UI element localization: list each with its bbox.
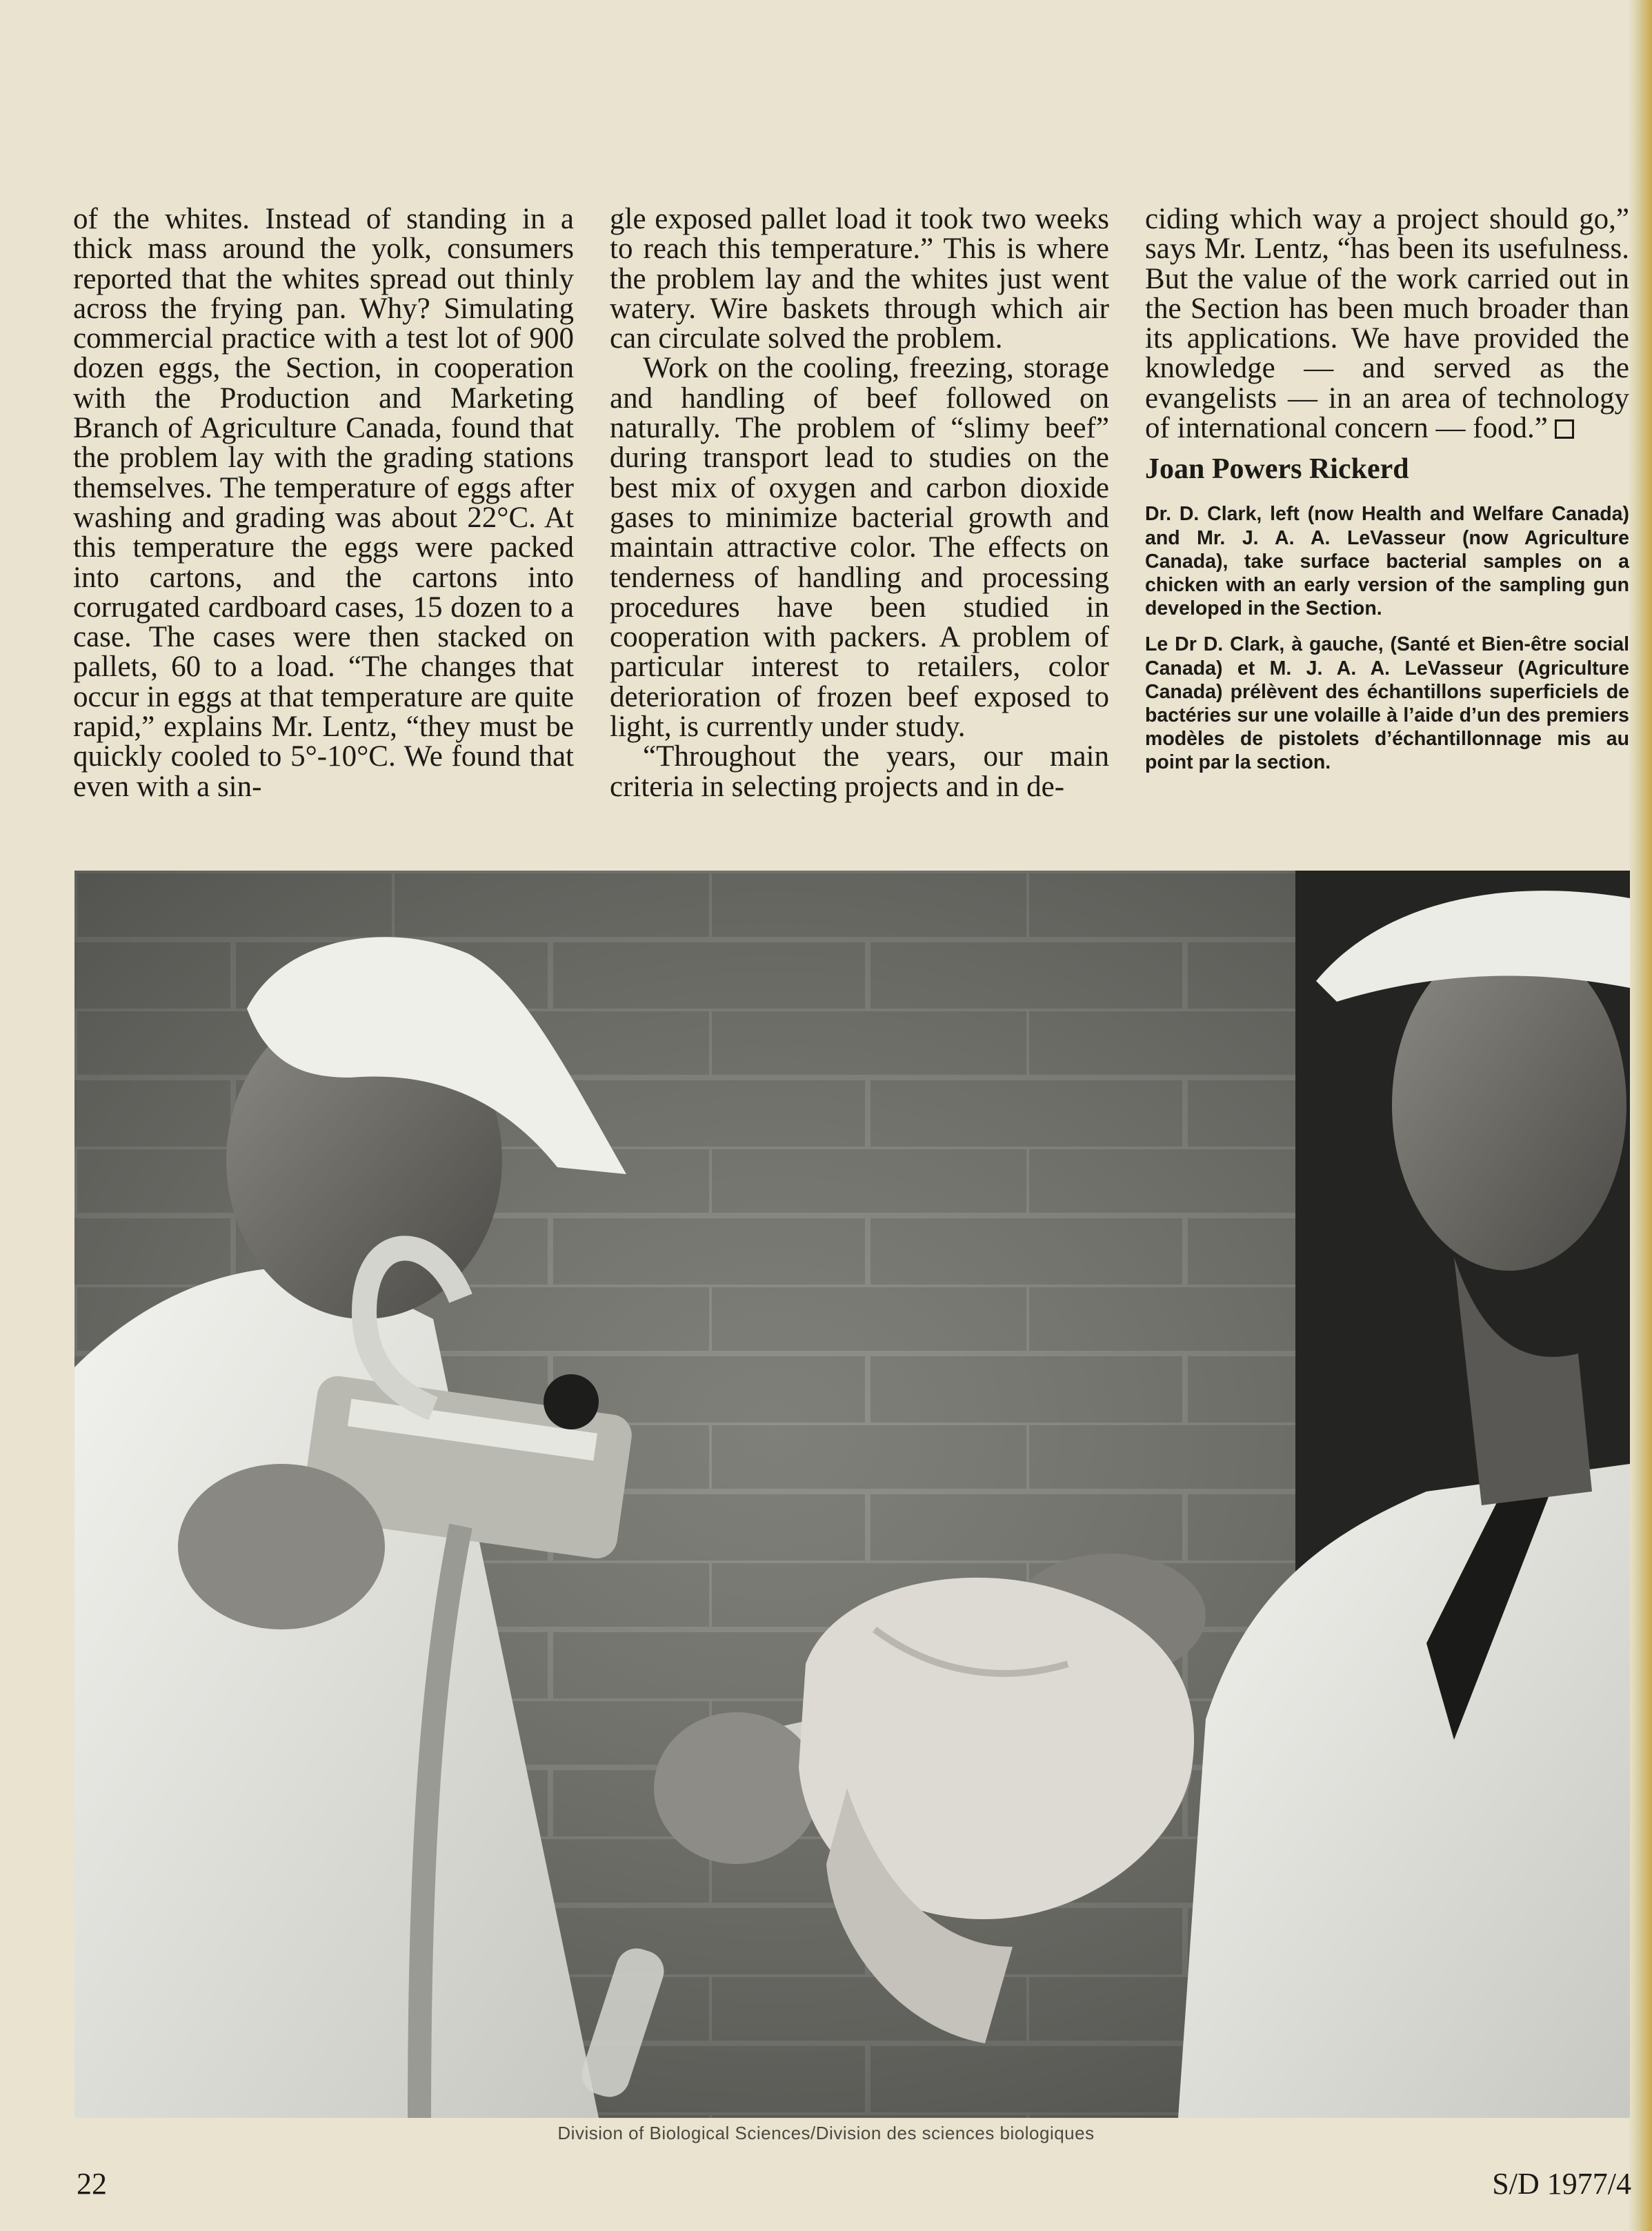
end-mark-icon bbox=[1555, 419, 1574, 439]
issue-label: S/D 1977/4 bbox=[1492, 2167, 1631, 2201]
photograph-lab-sampling bbox=[74, 871, 1630, 2118]
article-paragraph: “Throughout the years, our main criteria in selecting projects and in de- bbox=[610, 740, 1109, 803]
photo-caption-french: Le Dr D. Clark, à gauche, (Santé et Bien-être social Canada) et M. J. A. A. LeVasseur (Agriculture Canada) prélèvent des échantillons superficiels de bactéries sur une volaille à l’aide d’un des premiers modèles de pistolets d’échantillonnage mis au point par la section. bbox=[1145, 633, 1629, 774]
author-name: Joan Powers Rickerd bbox=[1145, 453, 1409, 486]
page-number: 22 bbox=[77, 2167, 107, 2201]
article-paragraph: gle exposed pallet load it took two weeks to reach this temperature.” This is where the problem lay and the whites just went watery. Wire baskets through which air can circulate solved the problem. bbox=[610, 203, 1109, 355]
article-paragraph bbox=[1145, 204, 1629, 443]
article-paragraph: Work on the cooling, freezing, storage and handling of beef followed on naturally. The problem of “slimy beef” during transport lead to studies on the best mix of oxygen and carbon dioxide gases to minimize bacterial growth and maintain attractive color. The effects on tenderness of handling and processing procedures have been studied in cooperation with packers. A problem of particular interest to retailers, color deterioration of frozen beef exposed to light, is currently under study. bbox=[610, 352, 1109, 744]
article-column-1 bbox=[73, 204, 574, 802]
photo-caption-english: Dr. D. Clark, left (now Health and Welfare Canada) and Mr. J. A. A. LeVasseur (now Agriculture Canada), take surface bacterial samples on a chicken with an early version of the sampling gun developed in the Section. bbox=[1145, 503, 1629, 620]
page-edge-shadow bbox=[1629, 0, 1652, 2231]
article-column-2 bbox=[610, 204, 1109, 802]
article-column-3 bbox=[1145, 204, 1629, 775]
photo-credit: Division of Biological Sciences/Division des sciences biologiques bbox=[557, 2123, 1095, 2143]
article-text: ciding which way a project should go,” says Mr. Lentz, “has been its usefulness. But the value of the work carried out in the Section has been much broader than its applications. We have provided the knowledge — and served as the evangelists — in an area of technology of international concern — food.” bbox=[1145, 203, 1629, 445]
article-text: of the whites. Instead of standing in a thick mass around the yolk, consumers reported that the whites spread out thinly across the frying pan. Why? Simulating commercial practice with a test lot of 900 dozen eggs, the Section, in cooperation with the Production and Marketing Branch of Agriculture Canada, found that the problem lay with the grading stations themselves. The temperature of eggs after washing and grading was about 22°C. At this temperature the eggs were packed into cartons, and the cartons into corrugated cardboard cases, 15 dozen to a case. The cases were then stacked on pallets, 60 to a load. “The changes that occur in eggs at that temperature are quite rapid,” explains Mr. Lentz, “they must be quickly cooled to 5°-10°C. We found that even with a sin- bbox=[73, 203, 574, 803]
